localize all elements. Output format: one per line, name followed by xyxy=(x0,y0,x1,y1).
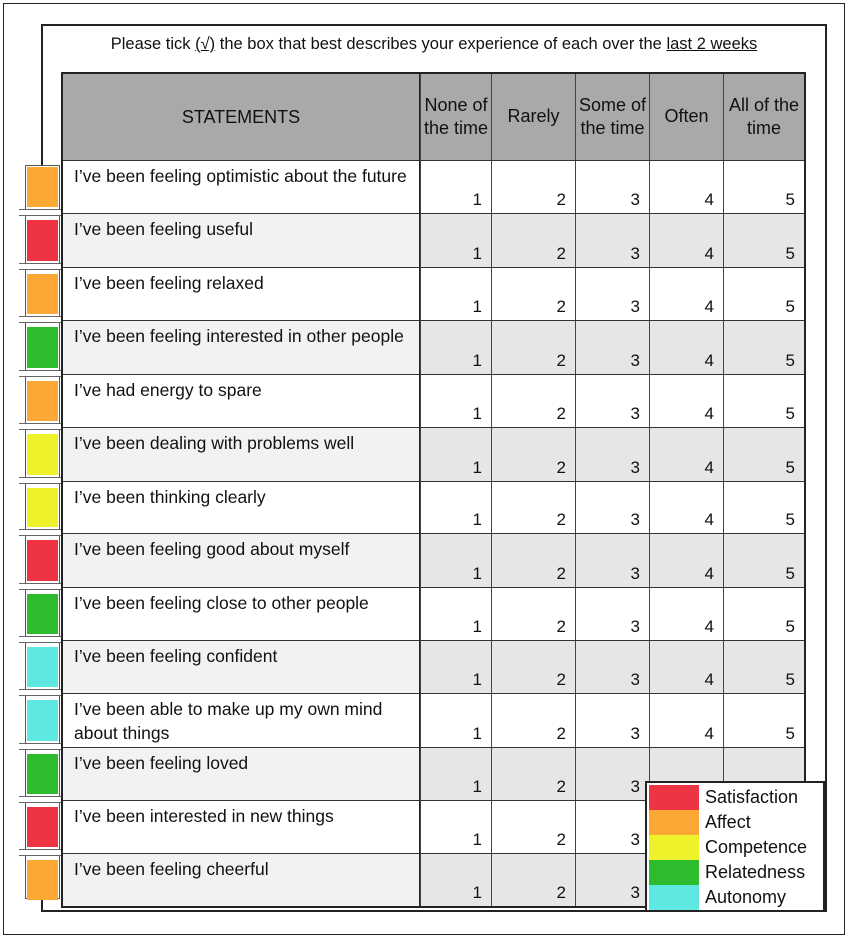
score-value: 2 xyxy=(556,830,566,849)
score-box-all[interactable] xyxy=(723,482,804,533)
score-value: 5 xyxy=(785,617,795,636)
score-value: 2 xyxy=(556,244,566,263)
legend-item-autonomy xyxy=(649,885,823,910)
category-swatch-competence xyxy=(27,434,58,475)
instructions-before: Please tick xyxy=(110,35,196,53)
strip-divider xyxy=(19,477,66,484)
score-box-often[interactable] xyxy=(649,588,723,640)
score-value: 2 xyxy=(556,404,566,423)
score-box-often[interactable] xyxy=(649,534,723,587)
score-value: 4 xyxy=(704,510,714,529)
column-header-rarely: Rarely xyxy=(491,74,575,160)
score-box-rarely[interactable] xyxy=(491,641,575,693)
score-box-some[interactable] xyxy=(575,854,649,906)
score-box-none[interactable] xyxy=(420,375,491,427)
category-swatch-affect xyxy=(27,381,58,421)
score-box-rarely[interactable] xyxy=(491,321,575,374)
strip-divider xyxy=(19,796,66,803)
category-swatch-satisfaction xyxy=(27,807,58,847)
category-legend xyxy=(645,781,825,912)
table-row xyxy=(63,693,804,747)
score-box-rarely[interactable] xyxy=(491,428,575,481)
score-value: 2 xyxy=(556,190,566,209)
score-value: 1 xyxy=(472,458,482,477)
score-value: 2 xyxy=(556,883,566,902)
strip-divider xyxy=(19,370,66,377)
score-value: 1 xyxy=(472,617,482,636)
strip-divider xyxy=(19,636,66,643)
score-value: 4 xyxy=(704,404,714,423)
score-value: 1 xyxy=(472,777,482,796)
score-box-some[interactable] xyxy=(575,748,649,800)
category-swatch-autonomy xyxy=(27,647,58,687)
score-box-none[interactable] xyxy=(420,694,491,747)
score-value: 5 xyxy=(785,190,795,209)
score-value: 4 xyxy=(704,724,714,743)
score-value: 5 xyxy=(785,564,795,583)
statement-text: I’ve had energy to spare xyxy=(63,375,420,427)
score-value: 3 xyxy=(630,777,640,796)
score-box-all[interactable] xyxy=(723,214,804,267)
instructions xyxy=(41,35,827,54)
score-box-often[interactable] xyxy=(649,428,723,481)
table-row xyxy=(63,533,804,587)
legend-label: Affect xyxy=(705,812,751,832)
category-swatch-relatedness xyxy=(27,327,58,368)
score-value: 1 xyxy=(472,351,482,370)
category-swatch-satisfaction xyxy=(27,540,58,581)
score-value: 3 xyxy=(630,617,640,636)
strip-divider xyxy=(19,689,66,696)
score-box-all[interactable] xyxy=(723,321,804,374)
category-swatch-relatedness xyxy=(27,594,58,634)
score-box-rarely[interactable] xyxy=(491,694,575,747)
score-value: 1 xyxy=(472,724,482,743)
score-box-all[interactable] xyxy=(723,534,804,587)
score-box-some[interactable] xyxy=(575,214,649,267)
statement-text: I’ve been feeling cheerful xyxy=(63,854,420,906)
statement-text: I’ve been feeling relaxed xyxy=(63,268,420,320)
score-value: 1 xyxy=(472,244,482,263)
strip-divider xyxy=(19,423,66,430)
score-value: 5 xyxy=(785,297,795,316)
score-box-none[interactable] xyxy=(420,268,491,320)
score-box-none[interactable] xyxy=(420,428,491,481)
score-value: 5 xyxy=(785,670,795,689)
score-value: 3 xyxy=(630,351,640,370)
score-value: 2 xyxy=(556,510,566,529)
score-box-all[interactable] xyxy=(723,268,804,320)
score-value: 4 xyxy=(704,458,714,477)
score-box-all[interactable] xyxy=(723,375,804,427)
score-value: 2 xyxy=(556,724,566,743)
score-box-rarely[interactable] xyxy=(491,161,575,213)
statement-text: I’ve been feeling good about myself xyxy=(63,534,420,587)
legend-item-satisfaction xyxy=(649,785,823,810)
score-box-all[interactable] xyxy=(723,428,804,481)
category-swatch-competence xyxy=(27,488,58,527)
score-value: 5 xyxy=(785,404,795,423)
score-value: 2 xyxy=(556,670,566,689)
score-box-all[interactable] xyxy=(723,588,804,640)
statement-text: I’ve been feeling interested in other people xyxy=(63,321,420,374)
score-value: 4 xyxy=(704,617,714,636)
score-value: 1 xyxy=(472,190,482,209)
score-box-some[interactable] xyxy=(575,482,649,533)
score-value: 1 xyxy=(472,883,482,902)
category-swatch-relatedness xyxy=(27,754,58,794)
score-box-often[interactable] xyxy=(649,321,723,374)
instructions-period: last 2 weeks xyxy=(666,35,758,53)
legend-item-affect xyxy=(649,810,823,835)
legend-item-relatedness xyxy=(649,860,823,885)
category-swatch-autonomy xyxy=(27,700,58,741)
score-value: 3 xyxy=(630,244,640,263)
score-box-often[interactable] xyxy=(649,161,723,213)
strip-divider xyxy=(19,316,66,323)
score-value: 4 xyxy=(704,670,714,689)
column-header-none: None of the time xyxy=(420,74,491,160)
score-value: 3 xyxy=(630,564,640,583)
category-swatch-affect xyxy=(27,167,58,207)
score-value: 4 xyxy=(704,190,714,209)
category-swatch-affect xyxy=(27,274,58,314)
table-row xyxy=(63,213,804,267)
score-box-none[interactable] xyxy=(420,588,491,640)
score-box-often[interactable] xyxy=(649,641,723,693)
instructions-middle: the box that best describes your experience of each over the xyxy=(215,35,667,53)
strip-divider xyxy=(19,529,66,536)
legend-label: Competence xyxy=(705,837,808,857)
legend-item-competence xyxy=(649,835,823,860)
score-box-all[interactable] xyxy=(723,161,804,213)
table-header-row xyxy=(63,74,804,160)
legend-swatch xyxy=(649,785,699,810)
score-box-some[interactable] xyxy=(575,428,649,481)
score-box-rarely[interactable] xyxy=(491,801,575,853)
legend-swatch xyxy=(649,810,699,835)
score-value: 3 xyxy=(630,297,640,316)
score-box-often[interactable] xyxy=(649,482,723,533)
score-box-some[interactable] xyxy=(575,641,649,693)
score-value: 3 xyxy=(630,724,640,743)
score-value: 3 xyxy=(630,458,640,477)
score-value: 1 xyxy=(472,404,482,423)
score-value: 3 xyxy=(630,883,640,902)
statements-header: STATEMENTS xyxy=(63,74,420,160)
strip-divider xyxy=(19,743,66,750)
score-box-none[interactable] xyxy=(420,161,491,213)
score-value: 2 xyxy=(556,351,566,370)
score-value: 2 xyxy=(556,297,566,316)
score-value: 5 xyxy=(785,724,795,743)
score-box-rarely[interactable] xyxy=(491,214,575,267)
score-box-rarely[interactable] xyxy=(491,375,575,427)
score-value: 3 xyxy=(630,510,640,529)
score-value: 2 xyxy=(556,617,566,636)
score-value: 3 xyxy=(630,670,640,689)
score-box-some[interactable] xyxy=(575,588,649,640)
score-box-all[interactable] xyxy=(723,641,804,693)
legend-swatch xyxy=(649,860,699,885)
score-box-none[interactable] xyxy=(420,214,491,267)
legend-label: Satisfaction xyxy=(705,787,799,807)
score-value: 4 xyxy=(704,351,714,370)
score-box-rarely[interactable] xyxy=(491,588,575,640)
table-row xyxy=(63,481,804,533)
score-box-often[interactable] xyxy=(649,268,723,320)
score-box-none[interactable] xyxy=(420,854,491,906)
score-box-rarely[interactable] xyxy=(491,854,575,906)
table-row xyxy=(63,267,804,320)
legend-swatch xyxy=(649,885,699,910)
statement-text: I’ve been able to make up my own mind about things xyxy=(63,694,420,747)
score-value: 5 xyxy=(785,510,795,529)
score-value: 3 xyxy=(630,830,640,849)
score-box-none[interactable] xyxy=(420,321,491,374)
legend-label: Autonomy xyxy=(705,887,787,907)
table-row xyxy=(63,640,804,693)
column-header-often: Often xyxy=(649,74,723,160)
strip-divider xyxy=(19,583,66,590)
score-box-none[interactable] xyxy=(420,534,491,587)
score-box-often[interactable] xyxy=(649,214,723,267)
score-value: 4 xyxy=(704,564,714,583)
tick-symbol: (√) xyxy=(195,35,216,53)
table-row xyxy=(63,374,804,427)
category-swatch-satisfaction xyxy=(27,220,58,261)
statement-text: I’ve been feeling close to other people xyxy=(63,588,420,640)
statement-text: I’ve been interested in new things xyxy=(63,801,420,853)
score-box-some[interactable] xyxy=(575,375,649,427)
score-value: 2 xyxy=(556,777,566,796)
score-value: 2 xyxy=(556,458,566,477)
score-value: 5 xyxy=(785,351,795,370)
statement-text: I’ve been feeling optimistic about the future xyxy=(63,161,420,213)
column-header-some: Some of the time xyxy=(575,74,649,160)
table-row xyxy=(63,427,804,481)
score-box-all[interactable] xyxy=(723,694,804,747)
score-value: 2 xyxy=(556,564,566,583)
score-box-often[interactable] xyxy=(649,694,723,747)
score-value: 1 xyxy=(472,510,482,529)
score-box-some[interactable] xyxy=(575,801,649,853)
score-box-some[interactable] xyxy=(575,534,649,587)
score-box-rarely[interactable] xyxy=(491,268,575,320)
statement-text: I’ve been dealing with problems well xyxy=(63,428,420,481)
score-box-none[interactable] xyxy=(420,482,491,533)
column-header-all: All of the time xyxy=(723,74,804,160)
score-value: 1 xyxy=(472,297,482,316)
category-swatch-affect xyxy=(27,860,58,900)
score-value: 1 xyxy=(472,830,482,849)
score-box-none[interactable] xyxy=(420,641,491,693)
score-value: 4 xyxy=(704,244,714,263)
strip-divider xyxy=(19,263,66,270)
score-value: 5 xyxy=(785,244,795,263)
statement-text: I’ve been feeling loved xyxy=(63,748,420,800)
category-color-strip xyxy=(25,165,60,899)
legend-label: Relatedness xyxy=(705,862,806,882)
score-value: 1 xyxy=(472,564,482,583)
statement-text: I’ve been feeling useful xyxy=(63,214,420,267)
strip-divider xyxy=(19,849,66,856)
score-value: 1 xyxy=(472,670,482,689)
strip-divider xyxy=(19,209,66,216)
statement-text: I’ve been feeling confident xyxy=(63,641,420,693)
legend-swatch xyxy=(649,835,699,860)
table-row xyxy=(63,160,804,213)
score-box-none[interactable] xyxy=(420,801,491,853)
score-box-rarely[interactable] xyxy=(491,482,575,533)
score-box-some[interactable] xyxy=(575,268,649,320)
score-box-some[interactable] xyxy=(575,161,649,213)
score-value: 3 xyxy=(630,404,640,423)
score-value: 4 xyxy=(704,297,714,316)
score-value: 3 xyxy=(630,190,640,209)
score-box-often[interactable] xyxy=(649,375,723,427)
score-box-some[interactable] xyxy=(575,694,649,747)
table-row xyxy=(63,587,804,640)
statement-text: I’ve been thinking clearly xyxy=(63,482,420,533)
score-box-rarely[interactable] xyxy=(491,534,575,587)
table-row xyxy=(63,320,804,374)
score-box-some[interactable] xyxy=(575,321,649,374)
score-box-rarely[interactable] xyxy=(491,748,575,800)
score-box-none[interactable] xyxy=(420,748,491,800)
score-value: 5 xyxy=(785,458,795,477)
